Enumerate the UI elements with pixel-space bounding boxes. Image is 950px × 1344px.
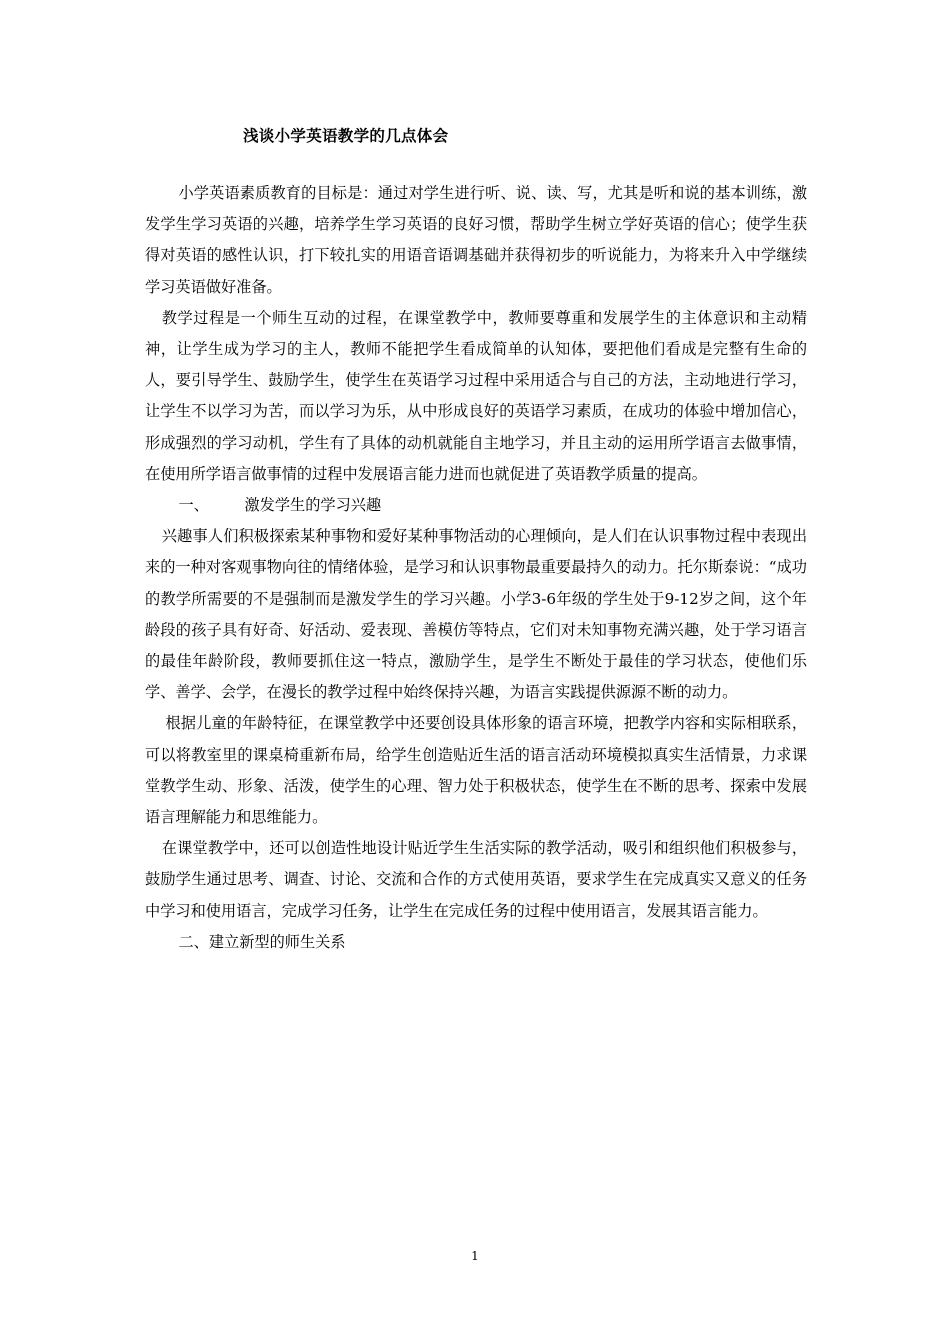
page-number: 1 <box>471 1249 479 1263</box>
document-title: 浅谈小学英语教学的几点体会 <box>243 126 449 145</box>
document-body <box>145 178 807 958</box>
paragraph-interest: 兴趣事人们积极探索某种事物和爱好某种事物活动的心理倾向，是人们在认识事物过程中表现出来的一种对客观事物向往的情绪体验，是学习和认识事物最重要最持久的动力。托尔斯泰说：“成功的教学所需要的不是强制而是激发学生的学习兴趣。小学3-6年级的学生处于9-12岁之间，这个年龄段的孩子具有好奇、好活动、爱表现、善模仿等特点，它们对未知事物充满兴趣，处于学习语言的最佳年龄阶段，教师要抓住这一特点，激励学生，是学生不断处于最佳的学习状态，使他们乐学、善学、会学，在漫长的教学过程中始终保持兴趣，为语言实践提供源源不断的动力。 <box>145 527 807 702</box>
paragraph-environment: 根据儿童的年龄特征，在课堂教学中还要创设具体形象的语言环境，把教学内容和实际相联系，可以将教室里的课桌椅重新布局，给学生创造贴近生活的语言活动环境模拟真实生活情景，力求课堂教学生动、形象、活泼，使学生的心理、智力处于积极状态，使学生在不断的思考、探索中发展语言理解能力和思维能力。 <box>145 714 807 827</box>
section-title-1: 激发学生的学习兴趣 <box>244 496 382 515</box>
section-heading-2: 二、建立新型的师生关系 <box>178 932 346 951</box>
paragraph-activities: 在课堂教学中，还可以创造性地设计贴近学生生活实际的教学活动，吸引和组织他们积极参与，鼓励学生通过思考、调查、讨论、交流和合作的方式使用英语，要求学生在完成真实又意义的任务中学习和使用语言，完成学习任务，让学生在完成任务的过程中使用语言，发展其语言能力。 <box>145 839 807 920</box>
paragraph-goals: 小学英语素质教育的目标是：通过对学生进行听、说、读、写，尤其是听和说的基本训练，激发学生学习英语的兴趣，培养学生学习英语的良好习惯，帮助学生树立学好英语的信心；使学生获得对英语的感性认识，打下较扎实的用语音语调基础并获得初步的听说能力，为将来升入中学继续学习英语做好准备。 <box>145 184 807 296</box>
paragraph-teaching-process: 教学过程是一个师生互动的过程，在课堂教学中，教师要尊重和发展学生的主体意识和主动精神，让学生成为学习的主人，教师不能把学生看成简单的认知体，要把他们看成是完整有生命的人，要引导学生、鼓励学生，使学生在英语学习过程中采用适合与自己的方法，主动地进行学习，让学生不以学习为苦，而以学习为乐，从中形成良好的英语学习素质，在成功的体验中增加信心，形成强烈的学习动机，学生有了具体的动机就能自主地学习，并且主动的运用所学语言去做事情，在使用所学语言做事情的过程中发展语言能力进而也就促进了英语教学质量的提高。 <box>145 308 807 483</box>
section-number-1: 一、 <box>178 496 209 515</box>
section-heading-1 <box>145 490 807 521</box>
